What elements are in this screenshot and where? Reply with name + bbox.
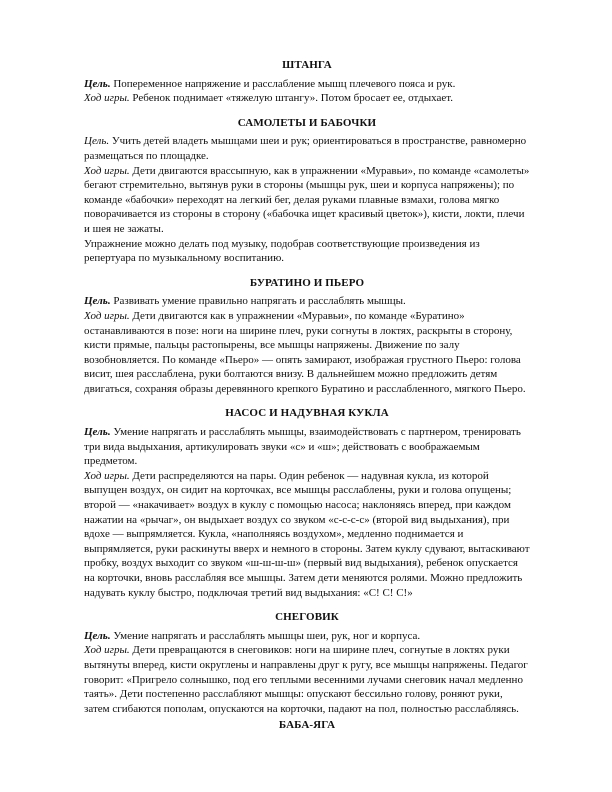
- goal-text: Развивать умение правильно напрягать и расслаблять мышцы.: [110, 295, 406, 308]
- goal-paragraph: [84, 629, 530, 644]
- section-title: ШТАНГА: [282, 59, 332, 71]
- section-title: НАСОС И НАДУВНАЯ КУКЛА: [225, 407, 389, 420]
- goal-paragraph: [84, 425, 530, 469]
- procedure-text: Ребенок поднимает «тяжелую штангу». Потом бросает ее, отдыхает.: [129, 92, 454, 105]
- goal-label: Цель.: [84, 135, 110, 148]
- procedure-label: Ход игры.: [84, 164, 130, 177]
- section-title: БАБА-ЯГА: [278, 719, 336, 732]
- document-page: [84, 58, 530, 737]
- section-shtanga: [84, 58, 530, 106]
- goal-label: Цель.: [84, 426, 111, 439]
- procedure-paragraph: [84, 309, 530, 397]
- note-text: Упражнение можно делать под музыку, подобрав соответствующие произведения из репертуара по музыкальному воспитанию.: [84, 237, 480, 265]
- procedure-text: Дети распределяются на пары. Один ребенок — надувная кукла, из которой выпущен воздух, он сидит на корточках, все мышцы расслаблены, руки и голова опущены; второй — «накачивает» воздух в куклу с помощью насоса; наклоняясь вперед, при каждом нажатии на «рычаг», он выдыхает воздух со звуком «с-с-с-с» (второй вид выдыхания), при вдохе — выпрямляется. Кукла, «наполняясь воздухом», медленно поднимается и выпрямляется, руки раскинуты вверх и немного в стороны. Затем куклу сдувают, вытаскивают пробку, воздух выходит со звуком «ш-ш-ш-ш» (первый вид выдыхания), ребенок опускается на корточки, вновь расслабляя все мышцы. Затем дети меняются ролями. Можно предложить надувать куклу быстро, подключая третий вид выдыхания: «С! С! С!»: [84, 469, 530, 599]
- procedure-paragraph: [84, 643, 530, 716]
- procedure-text: Дети двигаются как в упражнении «Муравьи», по команде «Буратино» останавливаются в позе: ноги на ширине плеч, руки согнуты в локтях, раскрыты в сторону, кисти прямые, пальцы растопырены, все мышцы напряжены. Движение по залу возобновляется. По команде «Пьеро» — опять замирают, изображая грустного Пьеро: голова висит, шея расслаблена, руки болтаются внизу. В дальнейшем можно предложить детям двигаться, сохраняя образы деревянного крепкого Буратино и расслабленного, мягкого Пьеро.: [84, 309, 526, 395]
- goal-text: Попеременное напряжение и расслабление мышц плечевого пояса и рук.: [110, 77, 456, 90]
- section-baba-yaga: [84, 718, 530, 733]
- procedure-paragraph: [84, 164, 530, 237]
- procedure-label: Ход игры.: [84, 469, 130, 482]
- goal-paragraph: [84, 294, 530, 309]
- procedure-text: Дети превращаются в снеговиков: ноги на ширине плеч, согнутые в локтях руки вытянуты вперед, кисти округлены и направлены друг к ругу, все мышцы напряжены. Педагог говорит: «Пригрело солнышко, под его теплыми весенними лучами снеговик начал медленно таять». Дети постепенно расслабляют мышцы: опускают бессильно голову, роняют руки, затем сгибаются пополам, опускаются на корточки, падают на пол, полностью расслабляясь.: [84, 644, 528, 715]
- goal-text: Учить детей владеть мышцами шеи и рук; ориентироваться в пространстве, равномерно размещаться по площадке.: [84, 135, 527, 162]
- procedure-paragraph: [84, 91, 530, 106]
- section-snegovik: [84, 610, 530, 716]
- section-title: БУРАТИНО И ПЬЕРО: [249, 276, 365, 289]
- section-samolety-i-babochki: [84, 116, 530, 266]
- goal-paragraph: [84, 77, 530, 92]
- goal-text: Умение напрягать и расслаблять мышцы, взаимодействовать с партнером, тренировать три вида выдыхания, артикулировать звуки «с» и «ш»; действовать с воображаемым предметом.: [84, 426, 521, 468]
- procedure-paragraph: [84, 469, 530, 600]
- procedure-label: Ход игры.: [84, 92, 130, 105]
- section-title: САМОЛЕТЫ И БАБОЧКИ: [237, 116, 377, 129]
- goal-label: Цель.: [84, 77, 111, 90]
- goal-label: Цель.: [84, 629, 111, 642]
- note-paragraph: [84, 237, 530, 266]
- goal-text: Умение напрягать и расслаблять мышцы шеи, рук, ног и корпуса.: [110, 629, 421, 642]
- section-title: СНЕГОВИК: [275, 611, 339, 624]
- procedure-label: Ход игры.: [84, 644, 130, 657]
- goal-paragraph: [84, 134, 530, 163]
- goal-label: Цель.: [84, 295, 111, 308]
- procedure-text: Дети двигаются врассыпную, как в упражнении «Муравьи», по команде «самолеты» бегают стремительно, вытянув руки в стороны (мышцы рук, шеи и корпуса напряжены); по команде «бабочки» переходят на легкий бег, делая руками плавные взмахи, голова мягко поворачивается из стороны в сторону («бабочка ищет красивый цветок»), кисти, локти, плечи и шея не зажаты.: [84, 164, 530, 235]
- section-buratino-i-piero: [84, 276, 530, 397]
- procedure-label: Ход игры.: [84, 309, 130, 322]
- section-nasos-i-naduvnaya-kukla: [84, 406, 530, 600]
